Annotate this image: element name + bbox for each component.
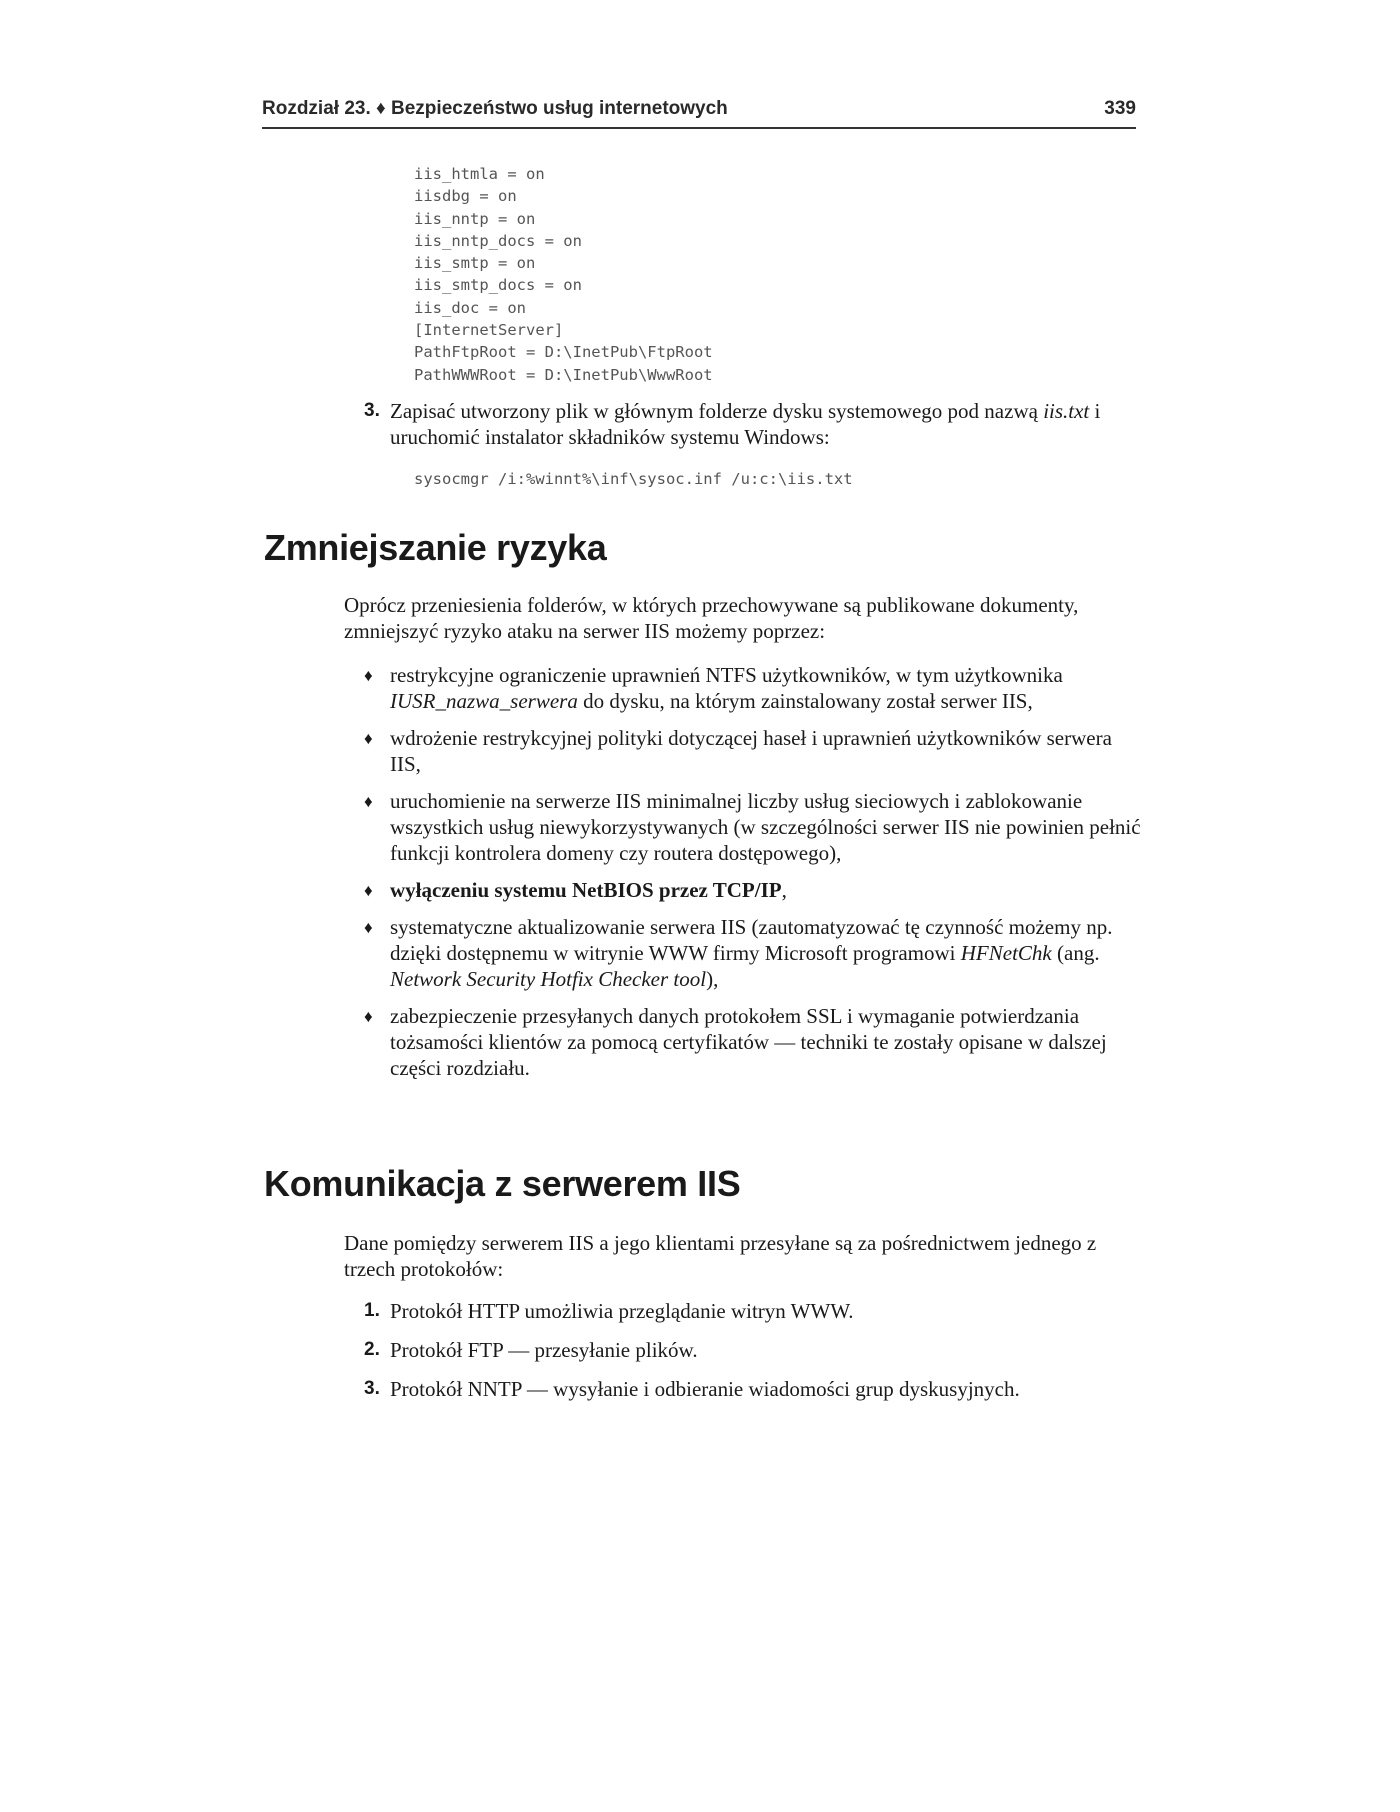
list-item — [364, 788, 1144, 866]
section-heading-communication: Komunikacja z serwerem IIS — [264, 1163, 741, 1204]
code-line: iis_smtp_docs = on — [414, 276, 582, 295]
list-item — [364, 662, 1144, 714]
code-line: iis_doc = on — [414, 298, 526, 317]
running-header — [262, 98, 1136, 129]
config-code-block — [414, 163, 713, 386]
list-number: 3. — [364, 1378, 380, 1399]
code-line: iisdbg = on — [414, 187, 517, 206]
diamond-bullet-icon: ♦ — [364, 918, 373, 937]
bullet-text: wdrożenie restrykcyjnej polityki dotyczącej haseł i uprawnień użytkowników serwera IIS, — [390, 726, 1112, 776]
list-item — [364, 1298, 1144, 1324]
step-text-a: Zapisać utworzony plik w głównym folderze dysku systemowego pod nazwą — [390, 399, 1038, 423]
filename: iis.txt — [1043, 399, 1090, 423]
diamond-bullet-icon: ♦ — [364, 792, 373, 811]
list-item — [364, 1003, 1144, 1081]
protocol-list — [364, 1298, 1144, 1415]
list-text: Protokół HTTP umożliwia przeglądanie witryn WWW. — [390, 1299, 854, 1323]
bullet-text: restrykcyjne ograniczenie uprawnień NTFS użytkowników, w tym użytkownika — [390, 663, 1063, 687]
section-intro-risk: Oprócz przeniesienia folderów, w których przechowywane są publikowane dokumenty, zmniejszyć ryzyko ataku na serwer IIS możemy poprzez: — [344, 593, 1079, 643]
code-line: iis_nntp = on — [414, 209, 536, 228]
step-text — [390, 398, 1144, 450]
list-item — [364, 1376, 1144, 1402]
step-3 — [364, 398, 1144, 450]
diamond-bullet-icon: ♦ — [364, 666, 373, 685]
bullet-italic: Network Security Hotfix Checker tool — [390, 967, 707, 991]
bullet-text: systematyczne aktualizowanie serwera IIS (zautomatyzować tę czynność możemy np. dzięki dostępnemu w witrynie WWW firmy Microsoft programowi — [390, 915, 1113, 965]
code-line: [InternetServer] — [414, 321, 564, 340]
chapter-title: Bezpieczeństwo usług internetowych — [391, 98, 728, 119]
list-number: 1. — [364, 1300, 380, 1321]
bullet-text: ), — [706, 967, 719, 991]
command-line: sysocmgr /i:%winnt%\inf\sysoc.inf /u:c:\iis.txt — [414, 470, 853, 488]
bullet-text: zabezpieczenie przesyłanych danych protokołem SSL i wymaganie potwierdzania tożsamości klientów za pomocą certyfikatów — techniki te zostały opisane w dalszej części rozdziału. — [390, 1004, 1107, 1080]
step-text-b: i uruchomić instalator składników systemu Windows: — [390, 399, 1101, 449]
list-item — [364, 914, 1144, 992]
diamond-bullet-icon: ♦ — [364, 729, 373, 748]
diamond-bullet-icon: ♦ — [364, 1007, 373, 1026]
code-line: PathFtpRoot = D:\InetPub\FtpRoot — [414, 343, 713, 362]
list-item — [364, 877, 1144, 903]
code-line: iis_htmla = on — [414, 165, 545, 183]
diamond-bullet-icon: ♦ — [364, 881, 373, 900]
code-line: PathWWWRoot = D:\InetPub\WwwRoot — [414, 365, 713, 384]
bullet-text: uruchomienie na serwerze IIS minimalnej liczby usług sieciowych i zablokowanie wszystkich usług niewykorzystywanych (w szczególności serwer IIS nie powinien pełnić funkcji kontrolera domeny czy routera dostępowego), — [390, 789, 1141, 865]
section-heading-risk: Zmniejszanie ryzyka — [264, 527, 607, 568]
code-line: iis_smtp = on — [414, 254, 536, 273]
bullet-text: do dysku, na którym zainstalowany został serwer IIS, — [577, 689, 1033, 713]
list-text: Protokół FTP — przesyłanie plików. — [390, 1338, 698, 1362]
page-number: 339 — [1104, 98, 1136, 119]
code-line: iis_nntp_docs = on — [414, 231, 582, 250]
risk-bullet-list — [364, 662, 1144, 1092]
list-number: 2. — [364, 1339, 380, 1360]
list-item — [364, 725, 1144, 777]
running-header-title — [262, 98, 728, 120]
bullet-italic: IUSR_nazwa_serwera — [390, 689, 578, 713]
bullet-bold-text: wyłączeniu systemu NetBIOS przez TCP/IP — [390, 878, 782, 902]
bullet-text: (ang. — [1051, 941, 1100, 965]
list-text: Protokół NNTP — wysyłanie i odbieranie wiadomości grup dyskusyjnych. — [390, 1377, 1020, 1401]
step-number: 3. — [364, 400, 380, 421]
chapter-label: Rozdział 23. — [262, 98, 371, 119]
diamond-separator-icon: ♦ — [376, 98, 386, 119]
section-intro-communication: Dane pomiędzy serwerem IIS a jego klientami przesyłane są za pośrednictwem jednego z trzech protokołów: — [344, 1231, 1097, 1281]
bullet-italic: HFNetChk — [960, 941, 1052, 965]
bullet-text: , — [781, 878, 787, 902]
list-item — [364, 1337, 1144, 1363]
